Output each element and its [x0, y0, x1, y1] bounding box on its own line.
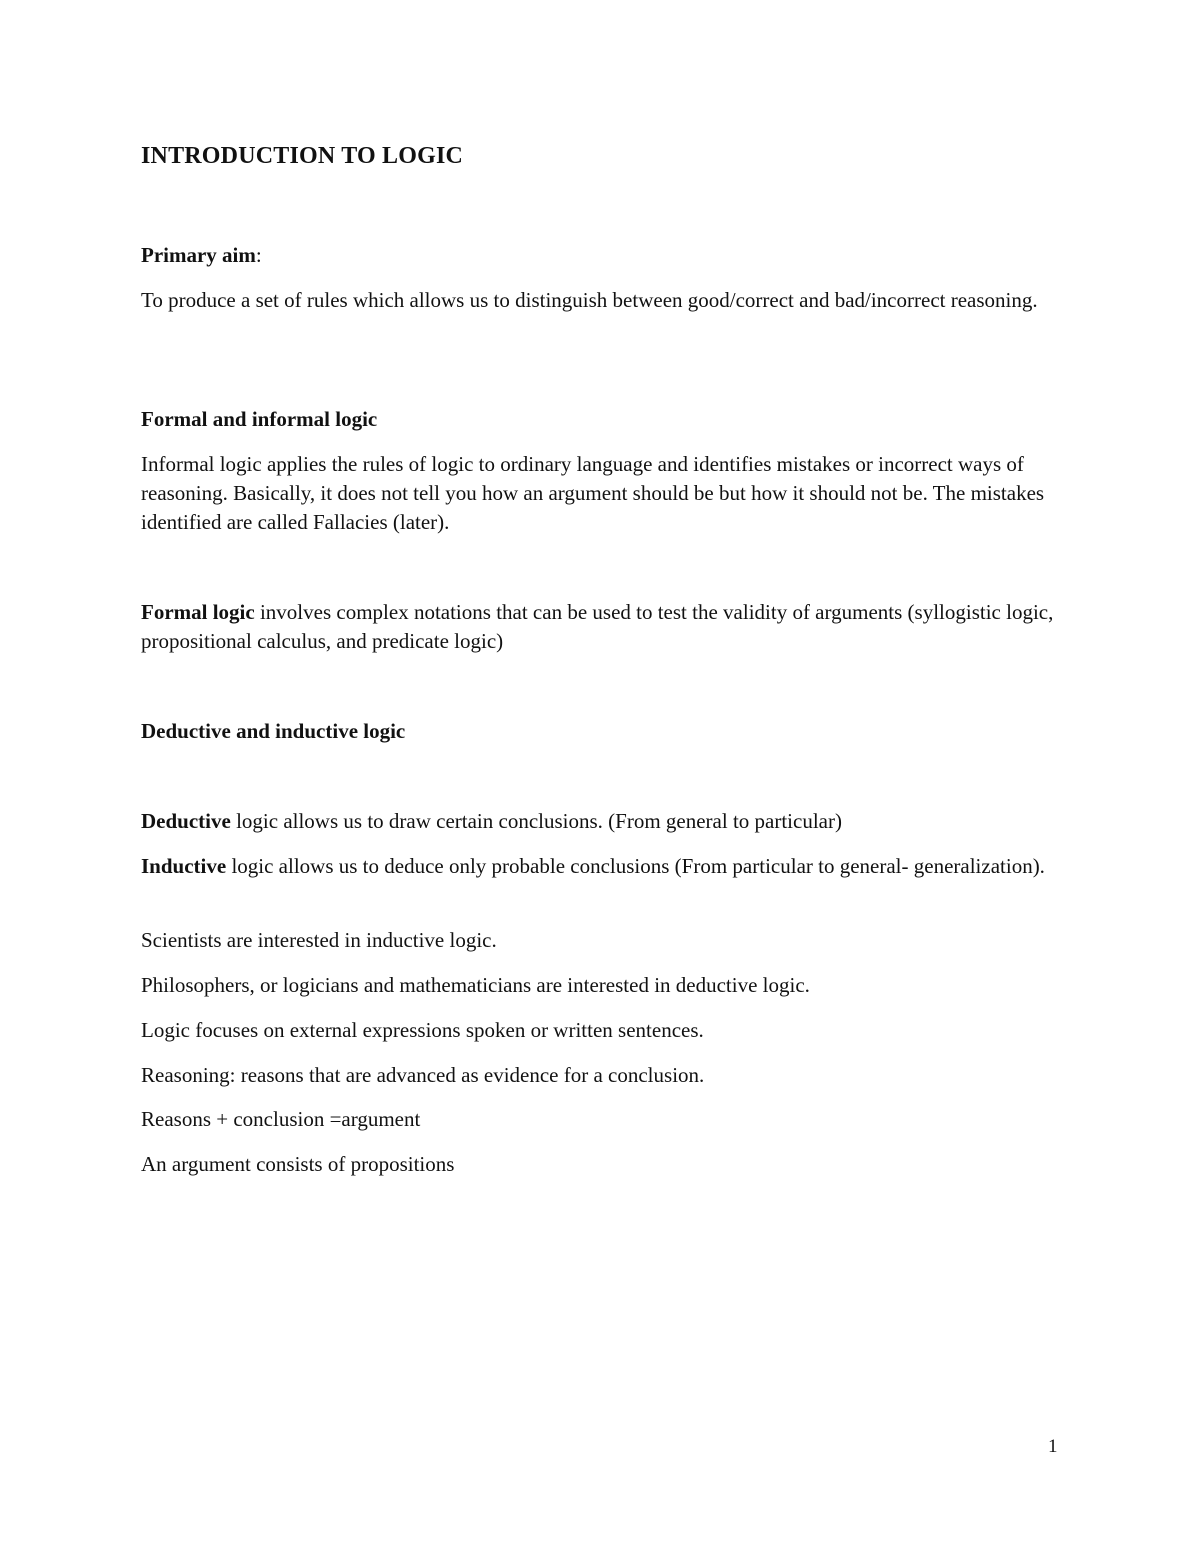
text-line: Reasons + conclusion =argument — [141, 1107, 421, 1131]
primary-aim-heading — [141, 241, 1061, 270]
inductive-term: Inductive — [141, 854, 227, 878]
text-line: Scientists are interested in inductive logic. — [141, 928, 497, 952]
formal-informal-heading — [141, 405, 1061, 434]
deductive-inductive-heading — [141, 717, 1061, 746]
inductive-paragraph — [141, 852, 1061, 881]
text-line: Reasoning: reasons that are advanced as evidence for a conclusion. — [141, 1063, 705, 1087]
text-line: Logic focuses on external expressions spoken or written sentences. — [141, 1018, 704, 1042]
deductive-term: Deductive — [141, 809, 231, 833]
formal-logic-paragraph — [141, 598, 1061, 656]
deductive-text: logic allows us to draw certain conclusions. (From general to particular) — [230, 809, 842, 833]
formal-informal-heading-label: Formal and informal logic — [141, 407, 378, 431]
informal-logic-paragraph: Informal logic applies the rules of logic to ordinary language and identifies mistakes or incorrect ways of reasoning. Basically, it does not tell you how an argument should be but how it should not be. The mistakes identified are called Fallacies (later). — [141, 452, 1045, 534]
formal-logic-term: Formal logic — [141, 600, 255, 624]
page-title: INTRODUCTION TO LOGIC — [141, 143, 464, 169]
inductive-text: logic allows us to deduce only probable conclusions (From particular to general- generalization). — [226, 854, 1045, 878]
deductive-paragraph — [141, 807, 1061, 836]
primary-aim-label: Primary aim — [141, 243, 256, 267]
text-line: An argument consists of propositions — [141, 1152, 455, 1176]
deductive-inductive-heading-label: Deductive and inductive logic — [141, 719, 406, 743]
primary-aim-text: To produce a set of rules which allows us to distinguish between good/correct and bad/incorrect reasoning. — [141, 288, 1038, 312]
page-number: 1 — [1048, 1436, 1058, 1457]
primary-aim-colon: : — [255, 243, 262, 267]
text-line: Philosophers, or logicians and mathematicians are interested in deductive logic. — [141, 973, 810, 997]
formal-logic-text: involves complex notations that can be used to test the validity of arguments (syllogistic logic, propositional calculus, and predicate logic) — [141, 600, 1054, 653]
